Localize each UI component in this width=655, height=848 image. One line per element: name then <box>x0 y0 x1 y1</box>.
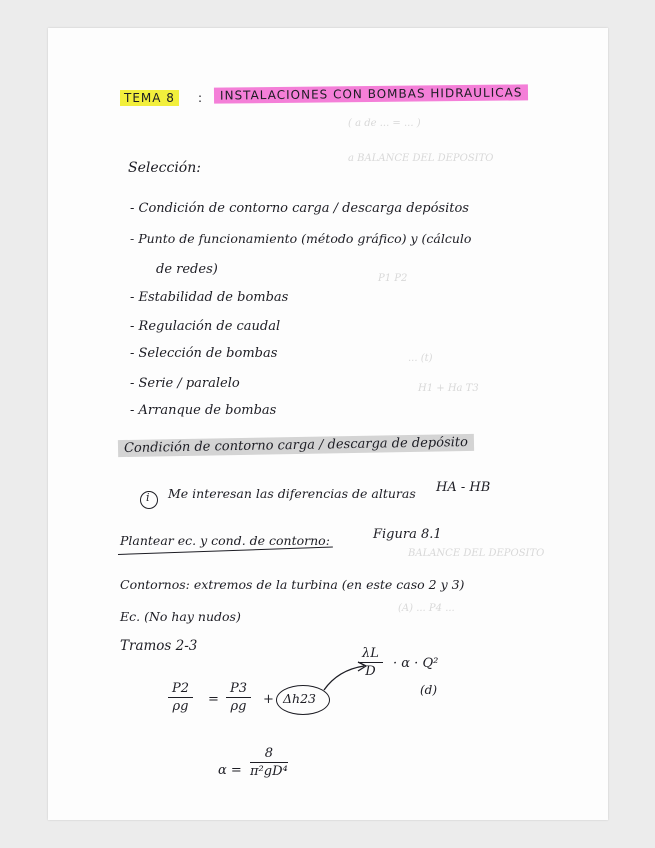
bleed-through-mark: P1 P2 <box>378 273 408 284</box>
p3-over-rhog: $\frac{P3}{\rho g}$ <box>226 681 251 714</box>
bleed-through-mark: ( a de ... = ... ) <box>348 118 421 129</box>
plus-sign: + <box>263 692 274 707</box>
list-item: - Serie / paralelo <box>130 376 240 391</box>
info-text: Me interesan las diferencias de alturas <box>168 486 416 501</box>
dh23-term: Δh23 <box>283 691 316 706</box>
info-marker: i <box>146 491 150 504</box>
subheading: Plantear ec. y cond. de contorno: <box>120 533 330 548</box>
bleed-through-mark: H1 + Ha T3 <box>418 383 479 394</box>
contornos-text: Contornos: extremos de la turbina (en este caso 2 y 3) <box>120 577 465 592</box>
bleed-through-mark: (A) ... P4 ... <box>398 603 455 614</box>
bleed-through-mark: BALANCE DEL DEPOSITO <box>408 548 545 559</box>
alpha-lhs: α = <box>218 763 242 778</box>
list-item: de redes) <box>156 262 218 277</box>
alpha-fraction: $\frac{8}{\text{π²gD⁴}}$ <box>250 746 288 779</box>
list-item: - Selección de bombas <box>130 346 278 361</box>
list-item: - Punto de funcionamiento (método gráfico) y (cálculo <box>130 231 472 246</box>
notebook-page <box>48 28 608 820</box>
section-heading: Condición de contorno carga / descarga de depósito <box>118 435 474 456</box>
lambda-l-over-d: $\frac{\lambda L}{D}$ <box>358 646 383 679</box>
list-item: - Arranque de bombas <box>130 403 277 418</box>
list-item: - Condición de contorno carga / descarga depósitos <box>130 201 469 216</box>
equals-sign: = <box>208 692 219 707</box>
figure-reference: Figura 8.1 <box>373 527 442 542</box>
seleccion-heading: Selección: <box>128 160 201 176</box>
page-title: INSTALACIONES CON BOMBAS HIDRAULICAS <box>214 85 529 102</box>
tramos-text: Tramos 2-3 <box>120 638 198 654</box>
bleed-through-mark: a BALANCE DEL DEPOSITO <box>348 153 494 164</box>
tema-separator: : <box>198 91 204 105</box>
list-item: - Regulación de caudal <box>130 319 281 334</box>
ec-text: Ec. (No hay nudos) <box>120 609 241 624</box>
info-formula: HA - HB <box>436 480 491 495</box>
alpha-q-squared: · α · Q² <box>393 656 439 671</box>
p2-over-rhog: $\frac{P2}{\rho g}$ <box>168 681 193 714</box>
tema-label: TEMA 8 <box>120 91 179 105</box>
list-item: - Estabilidad de bombas <box>130 290 289 305</box>
equation-label: (d) <box>420 683 438 697</box>
bleed-through-mark: ... (t) <box>408 353 433 364</box>
